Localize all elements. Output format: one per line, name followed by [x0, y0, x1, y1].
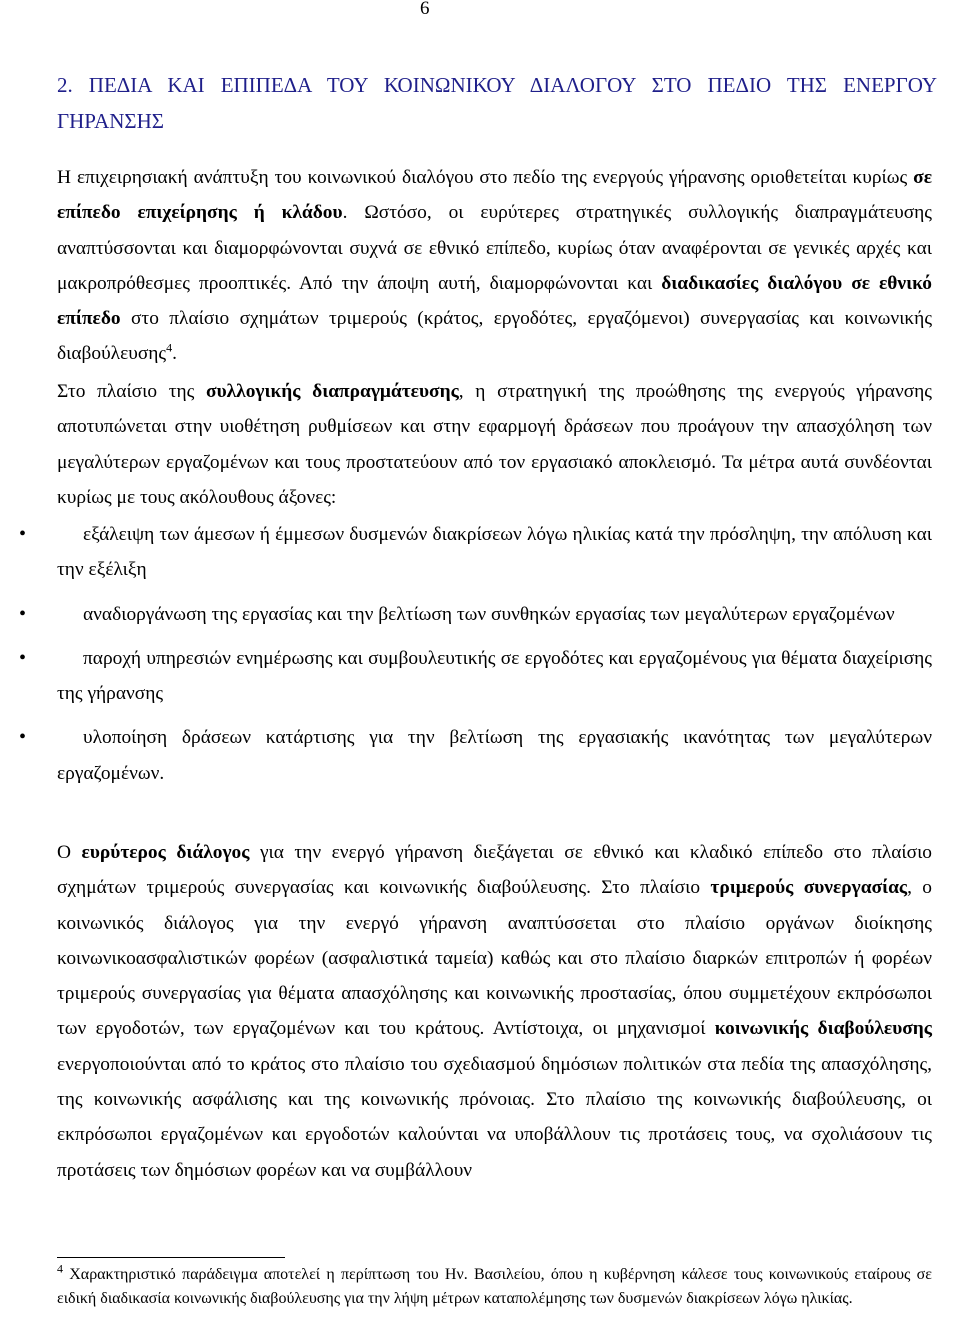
section-heading: 2. ΠΕΔΙΑ ΚΑΙ ΕΠΙΠΕΔΑ ΤΟΥ ΚΟΙΝΩΝΙΚΟΥ ΔΙΑΛΟΓΟΥ ΣΤΟ ΠΕΔΙΟ ΤΗΣ ΕΝΕΡΓΟΥ ΓΗΡΑΝΣΗΣ [57, 73, 937, 133]
text-run: Στο πλαίσιο της [57, 381, 207, 402]
bold-term: ευρύτερος διάλογος [81, 842, 250, 863]
paragraph-intro [57, 160, 932, 372]
text-run: , η στρατηγική της προώθησης της ενεργούς γήρανσης αποτυπώνεται στην υιοθέτηση ρυθμίσεων και στην εφαρμογή δράσεων που προάγουν την απασχόληση των μεγαλύτερων εργαζομένων και τους προστατεύουν από τον εργασιακό αποκλεισμό. Τα μέτρα αυτά συνδέονται κυρίως με τους ακόλουθους άξονες: [57, 381, 932, 508]
bold-term: σε επίπεδο επιχείρησης ή κλάδου [57, 167, 932, 224]
text-run: . [172, 343, 177, 365]
text-run: ενεργοποιούνται από το κράτος στο πλαίσιο του σχεδιασμού δημόσιων πολιτικών στα πεδία της απασχόλησης, της κοινωνικής ασφάλισης και της κοινωνικής πρόνοιας. Στο πλαίσιο της κοινωνικής διαβούλευσης, οι εκπρόσωποι εργαζομένων και εργοδοτών καλούνται να υποβάλλουν τις προτάσεις τους, να σχολιάσουν τις προτάσεις των δημόσιων φορέων και να συμβάλλουν [57, 1053, 932, 1181]
footnote-ref[interactable]: 4 [166, 341, 173, 356]
list-item: • εξάλειψη των άμεσων ή έμμεσων δυσμενών διακρίσεων λόγω ηλικίας κατά την πρόσληψη, την απόλυση και την εξέλιξη [57, 517, 932, 588]
footnote-divider [57, 1257, 285, 1258]
bold-term: συλλογικής διαπραγμάτευσης [206, 381, 459, 402]
list-item: • παροχή υπηρεσιών ενημέρωσης και συμβουλευτικής σε εργοδότες και εργαζομένους για θέματα διαχείρισης της γήρανσης [57, 641, 932, 712]
list-item: • υλοποίηση δράσεων κατάρτισης για την βελτίωση της εργασιακής ικανότητας των μεγαλύτερων εργαζομένων. [57, 720, 932, 791]
paragraph-broader-dialogue [57, 835, 932, 1188]
page-number: 6 [420, 0, 430, 19]
text-run: , ο κοινωνικός διάλογος για την ενεργό γήρανση αναπτύσσεται στο πλαίσιο οργάνων διοίκησης κοινωνικοασφαλιστικών φορέων (ασφαλιστικά ταμεία) καθώς και στο πλαίσιο διαρκών επιτροπών ή φορέων τριμερούς συνεργασίας για θέματα απασχόλησης και κοινωνικής προστασίας, όπου συμμετέχουν εκπρόσωποι των εργοδοτών, των εργαζομένων και του κράτους. Αντίστοιχα, οι μηχανισμοί [57, 877, 933, 1040]
bold-term: τριμερούς συνεργασίας [710, 877, 908, 899]
list-item: • αναδιοργάνωση της εργασίας και την βελτίωση των συνθηκών εργασίας των μεγαλύτερων εργαζομένων [57, 597, 932, 632]
text-run: . Ωστόσο, οι ευρύτερες στρατηγικές συλλογικής διαπραγμάτευσης αναπτύσσονται και διαμορφώνονται συχνά σε εθνικό επίπεδο, κυρίως όταν αναφέρονται σε γενικές αρχές και μακροπρόθεσμες προοπτικές. Από την άποψη αυτή, διαμορφώνονται και [57, 202, 932, 294]
bold-term: κοινωνικής διαβούλευσης [714, 1018, 932, 1040]
text-run: Η επιχειρησιακή ανάπτυξη του κοινωνικού διαλόγου στο πεδίο της ενεργούς γήρανσης οριοθετείται κυρίως [57, 167, 914, 188]
text-run: Ο [57, 842, 82, 863]
text-run: για την ενεργό γήρανση διεξάγεται σε εθνικό και κλαδικό επίπεδο στο πλαίσιο σχημάτων τριμερούς συνεργασίας και κοινωνικής διαβούλευσης. Στο πλαίσιο [57, 842, 933, 899]
bold-term: διαδικασίες διαλόγου σε εθνικό επίπεδο [57, 272, 932, 330]
measures-list [57, 517, 932, 800]
text-run: στο πλαίσιο σχημάτων τριμερούς (κράτος, εργοδότες, εργαζόμενοι) συνεργασίας και κοινωνικής διαβούλευσης [57, 308, 932, 365]
paragraph-collective-bargaining [57, 374, 932, 515]
footnote-text: Χαρακτηριστικό παράδειγμα αποτελεί η περίπτωση του Ην. Βασιλείου, όπου η κυβέρνηση κάλεσε τους κοινωνικούς εταίρους σε ειδική διαδικασία κοινωνικής διαβούλευσης για την λήψη μέτρων καταπολέμησης των δυσμενών διακρίσεων λόγω ηλικίας. [57, 1266, 932, 1307]
footnote [57, 1263, 932, 1310]
footnote-number: 4 [57, 1261, 63, 1276]
